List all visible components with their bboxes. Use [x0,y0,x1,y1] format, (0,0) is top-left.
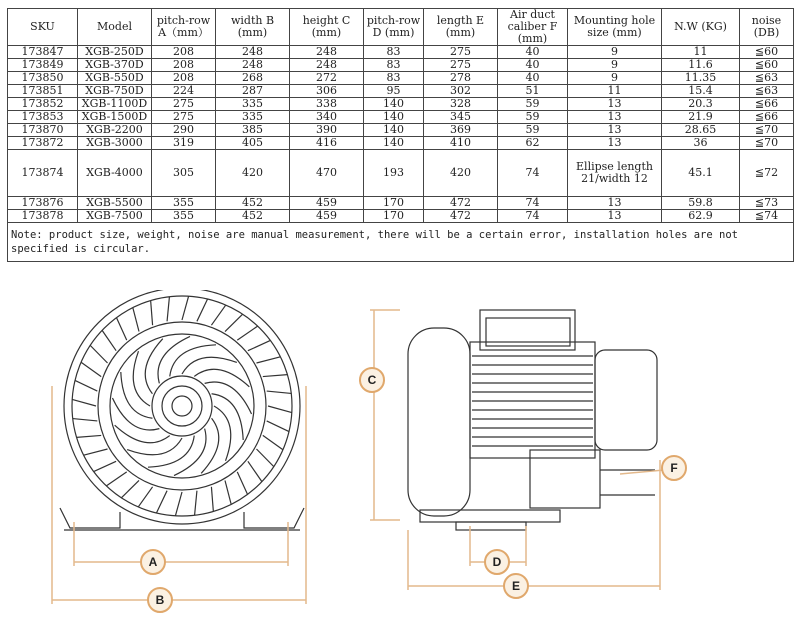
label-d: D [492,555,502,569]
table-cell: 278 [424,72,498,85]
table-cell: 208 [152,46,216,59]
table-cell: 140 [364,137,424,150]
table-cell: 11 [662,46,740,59]
table-cell: XGB-7500 [78,210,152,223]
table-cell: 140 [364,124,424,137]
callout-a [141,550,165,574]
table-cell: 338 [290,98,364,111]
table-cell: ≦70 [740,137,794,150]
table-cell: 11.6 [662,59,740,72]
table-cell: 11 [568,85,662,98]
table-cell: 173876 [8,197,78,210]
table-cell: 452 [216,210,290,223]
table-cell: 302 [424,85,498,98]
table-row [8,137,794,150]
table-cell: 74 [498,150,568,197]
table-cell: 62 [498,137,568,150]
table-cell: 369 [424,124,498,137]
table-row [8,72,794,85]
table-cell: 405 [216,137,290,150]
table-cell: ≦72 [740,150,794,197]
table-cell: 248 [216,46,290,59]
table-cell: 173851 [8,85,78,98]
table-cell: XGB-550D [78,72,152,85]
table-cell: ≦63 [740,85,794,98]
table-cell: 173870 [8,124,78,137]
table-cell: 472 [424,197,498,210]
table-cell: 59 [498,98,568,111]
table-cell: 83 [364,59,424,72]
table-cell: XGB-750D [78,85,152,98]
column-header: Mounting hole size (mm) [568,9,662,46]
spec-table [7,8,794,262]
table-cell: 459 [290,197,364,210]
label-f: F [670,461,678,475]
label-a: A [148,555,158,569]
column-header: N.W (KG) [662,9,740,46]
table-cell: 13 [568,137,662,150]
label-b: B [155,593,165,607]
table-cell: 59 [498,111,568,124]
table-cell: 173849 [8,59,78,72]
table-cell: 74 [498,197,568,210]
table-row [8,197,794,210]
table-cell: 335 [216,98,290,111]
table-cell: ≦74 [740,210,794,223]
table-cell: 45.1 [662,150,740,197]
table-cell: 459 [290,210,364,223]
table-cell: 140 [364,111,424,124]
column-header: Air duct caliber F (mm) [498,9,568,46]
table-row [8,59,794,72]
table-cell: 275 [152,111,216,124]
table-row [8,98,794,111]
table-cell: 62.9 [662,210,740,223]
table-cell: 83 [364,46,424,59]
table-cell: 173878 [8,210,78,223]
table-cell: ≦66 [740,98,794,111]
table-cell: 13 [568,124,662,137]
table-cell: 15.4 [662,85,740,98]
table-cell: 385 [216,124,290,137]
table-cell: 248 [290,46,364,59]
table-cell: 173850 [8,72,78,85]
dimension-c [367,310,400,520]
table-note: Note: product size, weight, noise are manual measurement, there will be a certain error, installation holes are not specified is circular. [8,223,794,262]
table-cell: 328 [424,98,498,111]
table-cell: 9 [568,46,662,59]
callout-d [485,550,509,574]
table-cell: 355 [152,197,216,210]
label-c: C [367,373,377,387]
table-cell: 13 [568,98,662,111]
table-cell: ≦60 [740,46,794,59]
column-header: SKU [8,9,78,46]
table-cell: 335 [216,111,290,124]
table-cell: ≦63 [740,72,794,85]
table-cell: 452 [216,197,290,210]
table-cell: 95 [364,85,424,98]
table-cell: 390 [290,124,364,137]
table-cell: XGB-1100D [78,98,152,111]
table-row [8,111,794,124]
table-cell: 13 [568,197,662,210]
table-header [8,9,794,46]
table-row [8,150,794,197]
table-cell: 275 [152,98,216,111]
table-row [8,85,794,98]
column-header: height C (mm) [290,9,364,46]
column-header: Model [78,9,152,46]
table-cell: 410 [424,137,498,150]
table-cell: 51 [498,85,568,98]
table-body [8,46,794,262]
callout-c [360,368,384,392]
table-cell: 420 [216,150,290,197]
table-cell: 9 [568,59,662,72]
table-cell: 83 [364,72,424,85]
side-view-drawing [408,310,657,530]
table-cell: 21.9 [662,111,740,124]
column-header: pitch-row D (mm) [364,9,424,46]
table-cell: XGB-5500 [78,197,152,210]
table-cell: XGB-2200 [78,124,152,137]
column-header: pitch-row A（mm） [152,9,216,46]
table-cell: 275 [424,46,498,59]
table-cell: 290 [152,124,216,137]
callout-e [504,574,528,598]
table-cell: 193 [364,150,424,197]
dimension-f [620,470,664,474]
front-view-drawing [60,290,304,530]
table-cell: 345 [424,111,498,124]
table-cell: 275 [424,59,498,72]
table-cell: 74 [498,210,568,223]
dimension-e [408,460,660,590]
column-header: width B (mm) [216,9,290,46]
table-cell: XGB-250D [78,46,152,59]
table-cell: 224 [152,85,216,98]
table-cell: 272 [290,72,364,85]
table-cell: 36 [662,137,740,150]
table-cell: 28.65 [662,124,740,137]
table-cell: 305 [152,150,216,197]
table-cell: 13 [568,111,662,124]
table-cell: 40 [498,59,568,72]
callout-f [662,456,686,480]
column-header: length E (mm) [424,9,498,46]
table-cell: 13 [568,210,662,223]
table-cell: 340 [290,111,364,124]
table-cell: 59.8 [662,197,740,210]
table-cell: 59 [498,124,568,137]
table-cell: 472 [424,210,498,223]
table-cell: 170 [364,197,424,210]
table-cell: XGB-370D [78,59,152,72]
table-cell: XGB-1500D [78,111,152,124]
table-row [8,210,794,223]
blower-diagram [0,290,800,620]
table-cell: 248 [216,59,290,72]
table-cell: 208 [152,59,216,72]
table-cell: ≦66 [740,111,794,124]
table-cell: XGB-4000 [78,150,152,197]
table-cell: 208 [152,72,216,85]
table-cell: 268 [216,72,290,85]
table-cell: 287 [216,85,290,98]
table-cell: 306 [290,85,364,98]
table-cell: 319 [152,137,216,150]
table-cell: 470 [290,150,364,197]
table-cell: 20.3 [662,98,740,111]
table-cell: 11.35 [662,72,740,85]
table-cell: XGB-3000 [78,137,152,150]
label-e: E [511,579,521,593]
table-cell: 248 [290,59,364,72]
table-cell: 173852 [8,98,78,111]
table-cell: ≦73 [740,197,794,210]
table-row [8,124,794,137]
table-cell: 420 [424,150,498,197]
table-cell: Ellipse length 21/width 12 [568,150,662,197]
table-cell: 40 [498,46,568,59]
table-cell: 9 [568,72,662,85]
table-cell: 173847 [8,46,78,59]
table-cell: 140 [364,98,424,111]
dimension-b [52,386,306,604]
column-header: noise (DB) [740,9,794,46]
table-cell: 173874 [8,150,78,197]
table-cell: 173853 [8,111,78,124]
table-cell: 173872 [8,137,78,150]
table-cell: ≦60 [740,59,794,72]
table-cell: 416 [290,137,364,150]
table-cell: ≦70 [740,124,794,137]
table-cell: 170 [364,210,424,223]
table-cell: 40 [498,72,568,85]
callout-b [148,588,172,612]
note-row [8,223,794,262]
table-row [8,46,794,59]
table-cell: 355 [152,210,216,223]
